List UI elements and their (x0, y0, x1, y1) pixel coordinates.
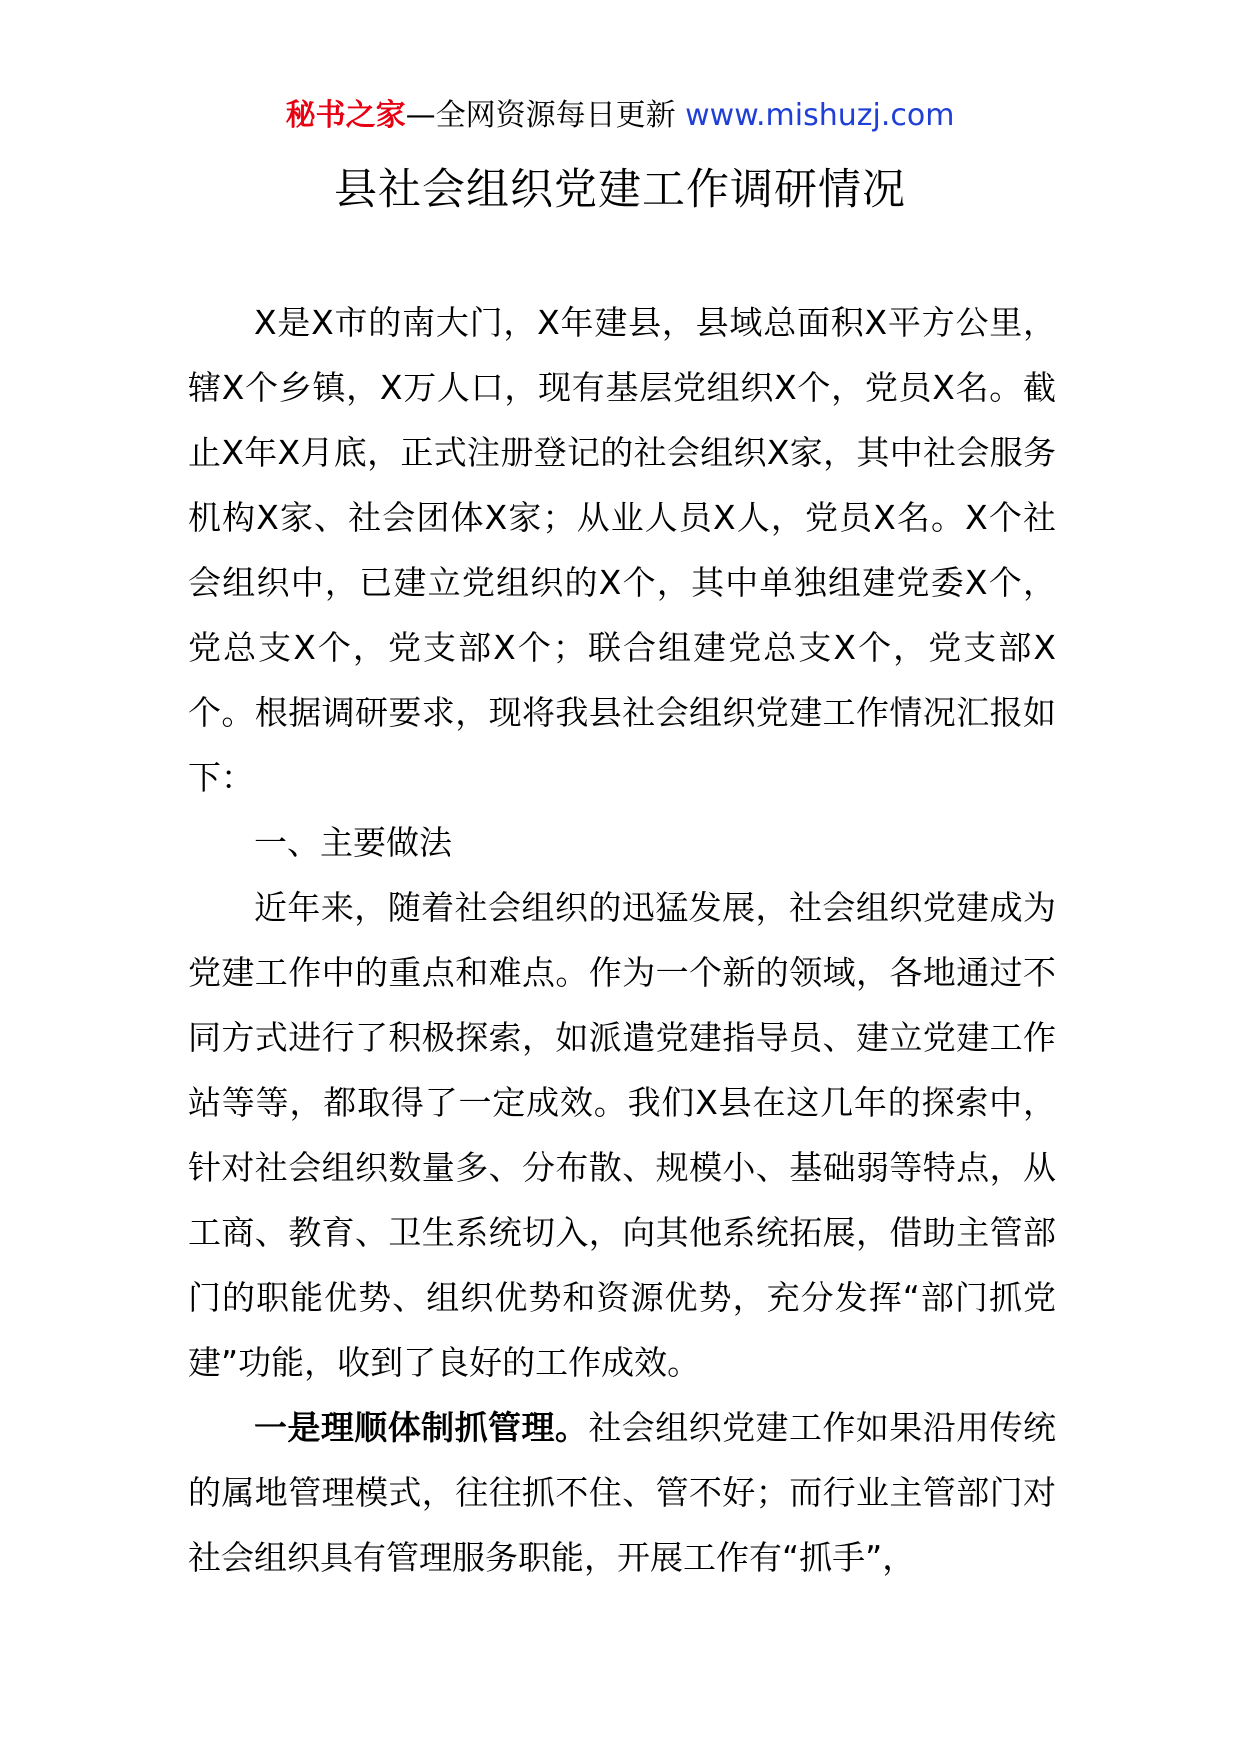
header-tagline: —全网资源每日更新 (405, 98, 686, 133)
site-url-link[interactable]: www.mishuzj.com (685, 98, 955, 133)
site-header (0, 96, 1240, 136)
subsection-body: 社会组织党建工作如果沿用传统的属地管理模式，往往抓不住、管不好；而行业主管部门对社会组织具有管理服务职能，开展工作有“抓手”， (188, 1408, 1057, 1577)
document-body (188, 290, 1056, 1590)
document-title: 县社会组织党建工作调研情况 (334, 165, 906, 215)
section-heading: 一、主要做法 (254, 823, 452, 862)
subsection-lead: 一是理顺体制抓管理。 (254, 1408, 589, 1447)
body-paragraph: 近年来，随着社会组织的迅猛发展，社会组织党建成为党建工作中的重点和难点。作为一个新的领域，各地通过不同方式进行了积极探索，如派遣党建指导员、建立党建工作站等等，都取得了一定成效。我们X县在这几年的探索中，针对社会组织数量多、分布散、规模小、基础弱等特点，从工商、教育、卫生系统切入，向其他系统拓展，借助主管部门的职能优势、组织优势和资源优势，充分发挥“部门抓党建”功能，收到了良好的工作成效。 (188, 888, 1056, 1382)
subsection-paragraph (188, 1395, 1056, 1590)
intro-paragraph: X是X市的南大门，X年建县，县域总面积X平方公里，辖X个乡镇，X万人口，现有基层党组织X个，党员X名。截止X年X月底，正式注册登记的社会组织X家，其中社会服务机构X家、社会团体X家；从业人员X人，党员X名。X个社会组织中，已建立党组织的X个，其中单独组建党委X个，党总支X个，党支部X个；联合组建党总支X个，党支部X个。根据调研要求，现将我县社会组织党建工作情况汇报如下： (188, 303, 1056, 797)
brand-name: 秘书之家 (285, 98, 406, 133)
